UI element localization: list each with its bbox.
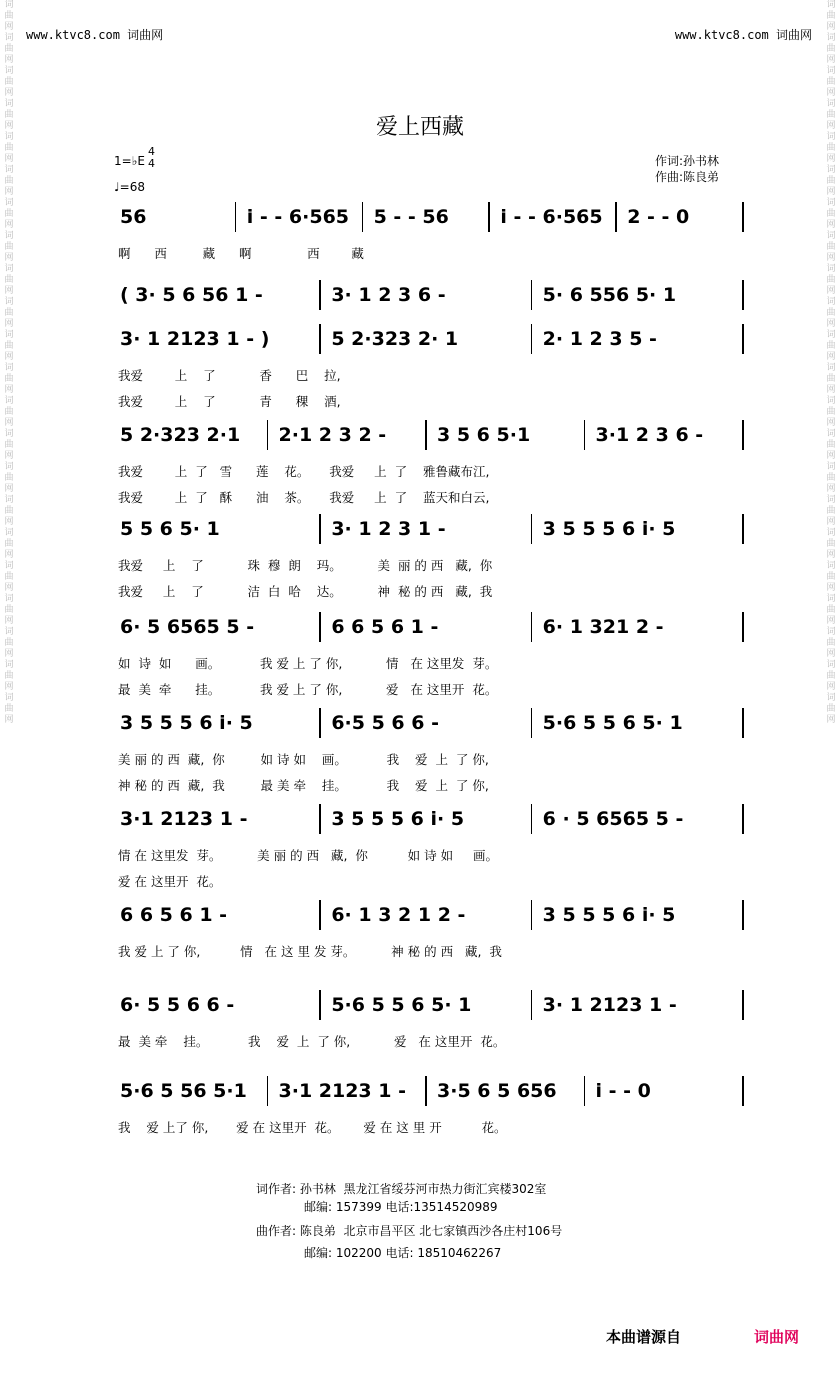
measure: 3· 1 2 3 1 - (331, 518, 446, 540)
bar-line (362, 202, 364, 232)
measure: 2· 1 2 3 5 - (542, 328, 657, 350)
footer-composer: 曲作者: 陈良弟 北京市昌平区 北七家镇西沙各庄村106号 (256, 1224, 563, 1238)
measure: 5·6 5 5 6 5· 1 (331, 994, 472, 1016)
bar-line (742, 202, 744, 232)
measure: 5 2·323 2·1 (120, 424, 241, 446)
right-watermark: 词 曲 网 词 曲 网 词 曲 网 词 曲 网 词 曲 网 词 曲 网 词 曲 网 词 曲 网 词 曲 网 词 曲 网 词 曲 网 词 曲 网 词 曲 网 词 曲 网 词 曲 网 词 曲 网 词 曲 网 词 曲 网 词 曲 网 词 曲 网 词 曲 网 词 曲 网 (826, 0, 836, 725)
bar-line (267, 1076, 269, 1106)
lyric-line: 爱 在 这里开 花。 (118, 874, 222, 889)
lyric-line: 我爱 上 了 香 巴 拉, (118, 368, 341, 383)
header-site-right[interactable]: www.ktvc8.com 词曲网 (674, 28, 812, 42)
measure: 6 6 5 6 1 - (120, 904, 228, 926)
bar-line (319, 708, 321, 738)
bar-line (742, 1076, 744, 1106)
lyricist: 作词:孙书林 (655, 154, 720, 168)
lyric-line: 美 丽 的 西 藏, 你 如 诗 如 画。 我 爱 上 了 你, (118, 752, 489, 767)
bar-line (531, 514, 533, 544)
lyric-line: 最 美 牵 挂。 我 爱 上 了 你, 爱 在 这里开 花。 (118, 1034, 506, 1049)
lyric-line: 最 美 牵 挂。 我 爱 上 了 你, 爱 在 这里开 花。 (118, 682, 498, 697)
measure: i - - 0 (595, 1080, 651, 1102)
bar-line (584, 420, 586, 450)
measure: 3·1 2123 1 - (278, 1080, 406, 1102)
bar-line (319, 804, 321, 834)
measure: i - - 6·565 (246, 206, 350, 228)
lyric-line: 我爱 上 了 酥 油 茶。 我爱 上 了 蓝天和白云, (118, 490, 490, 505)
measure: 3· 1 2123 1 - ) (120, 328, 270, 350)
footer-lyricist: 词作者: 孙书林 黑龙江省绥芬河市热力街汇宾楼302室 (256, 1182, 547, 1196)
measure: 5 - - 56 (373, 206, 449, 228)
bar-line (425, 420, 427, 450)
tempo: ♩=68 (114, 180, 145, 194)
measure: 5·6 5 5 6 5· 1 (542, 712, 683, 734)
bar-line (531, 280, 533, 310)
measure: 6 · 5 6565 5 - (542, 808, 684, 830)
measure: 3·1 2123 1 - (120, 808, 248, 830)
bar-line (742, 514, 744, 544)
lyric-line: 如 诗 如 画。 我 爱 上 了 你, 情 在 这里发 芽。 (118, 656, 498, 671)
time-bottom: 4 (148, 157, 155, 170)
bar-line (235, 202, 237, 232)
bar-line (319, 324, 321, 354)
bar-line (615, 202, 617, 232)
measure: 6 6 5 6 1 - (331, 616, 439, 638)
bar-line (267, 420, 269, 450)
measure: 5 2·323 2· 1 (331, 328, 459, 350)
measure: i - - 6·565 (500, 206, 603, 228)
measure: 3·5 6 5 656 (437, 1080, 557, 1102)
bar-line (742, 324, 744, 354)
lyric-line: 我爱 上 了 青 稞 酒, (118, 394, 341, 409)
lyric-line: 啊 西 藏 啊 西 藏 (118, 246, 364, 261)
lyric-line: 我爱 上 了 洁 白 哈 达。 神 秘 的 西 藏, 我 (118, 584, 493, 599)
measure: 6·5 5 6 6 - (331, 712, 439, 734)
footer-composer-post: 邮编: 102200 电话: 18510462267 (304, 1246, 502, 1260)
bar-line (488, 202, 490, 232)
bar-line (531, 990, 533, 1020)
bar-line (742, 990, 744, 1020)
measure: 2 - - 0 (627, 206, 690, 228)
bar-line (319, 514, 321, 544)
footer-lyricist-post: 邮编: 157399 电话:13514520989 (304, 1200, 498, 1214)
measure: 5· 6 556 5· 1 (542, 284, 677, 306)
bar-line (584, 1076, 586, 1106)
measure: 3 5 5 5 6 i· 5 (331, 808, 465, 830)
measure: 5·6 5 56 5·1 (120, 1080, 247, 1102)
time-signature (148, 146, 155, 170)
song-title: 爱上西藏 (375, 115, 464, 140)
bar-line (531, 324, 533, 354)
bar-line (742, 612, 744, 642)
header-site-left[interactable]: www.ktvc8.com 词曲网 (26, 28, 164, 42)
bar-line (742, 804, 744, 834)
measure: 2·1 2 3 2 - (278, 424, 387, 446)
lyric-line: 情 在 这里发 芽。 美 丽 的 西 藏, 你 如 诗 如 画。 (118, 848, 498, 863)
measure: 3 5 5 5 6 i· 5 (542, 904, 676, 926)
bar-line (742, 420, 744, 450)
measure: 5 5 6 5· 1 (120, 518, 220, 540)
bar-line (531, 804, 533, 834)
brand-logo[interactable]: 词曲网 (754, 1328, 800, 1346)
bar-line (319, 900, 321, 930)
measure: 3 5 5 5 6 i· 5 (120, 712, 253, 734)
measure: 3· 1 2 3 6 - (331, 284, 446, 306)
bar-line (742, 708, 744, 738)
measure: 3 5 6 5·1 (437, 424, 531, 446)
measure: 3·1 2 3 6 - (595, 424, 704, 446)
lyric-line: 我爱 上 了 雪 莲 花。 我爱 上 了 雅鲁藏布江, (118, 464, 490, 479)
left-watermark: 词 曲 网 词 曲 网 词 曲 网 词 曲 网 词 曲 网 词 曲 网 词 曲 网 词 曲 网 词 曲 网 词 曲 网 词 曲 网 词 曲 网 词 曲 网 词 曲 网 词 曲 网 词 曲 网 词 曲 网 词 曲 网 词 曲 网 词 曲 网 词 曲 网 词 曲 网 (4, 0, 14, 725)
measure: 6· 1 3 2 1 2 - (331, 904, 466, 926)
bar-line (319, 612, 321, 642)
bar-line (425, 1076, 427, 1106)
measure: 6· 5 5 6 6 - (120, 994, 235, 1016)
lyric-line: 我 爱 上 了 你, 情 在 这 里 发 芽。 神 秘 的 西 藏, 我 (118, 944, 502, 959)
measure: 6· 5 6565 5 - (120, 616, 255, 638)
time-top: 4 (148, 145, 155, 158)
composer: 作曲:陈良弟 (655, 170, 720, 184)
measure: 6· 1 321 2 - (542, 616, 664, 638)
measure: 3· 1 2123 1 - (542, 994, 677, 1016)
lyric-line: 我爱 上 了 珠 穆 朗 玛。 美 丽 的 西 藏, 你 (118, 558, 493, 573)
measure: 56 (120, 206, 147, 228)
lyric-line: 我 爱 上了 你, 爱 在 这里开 花。 爱 在 这 里 开 花。 (118, 1120, 507, 1135)
lyric-line: 神 秘 的 西 藏, 我 最 美 牵 挂。 我 爱 上 了 你, (118, 778, 489, 793)
bar-line (742, 900, 744, 930)
measure: ( 3· 5 6 56 1 - (120, 284, 263, 306)
key-signature: 1=♭E (114, 154, 145, 168)
source-label: 本曲谱源自 (606, 1328, 682, 1346)
bar-line (531, 612, 533, 642)
bar-line (319, 280, 321, 310)
bar-line (531, 708, 533, 738)
bar-line (319, 990, 321, 1020)
measure: 3 5 5 5 6 i· 5 (542, 518, 676, 540)
bar-line (742, 280, 744, 310)
bar-line (531, 900, 533, 930)
